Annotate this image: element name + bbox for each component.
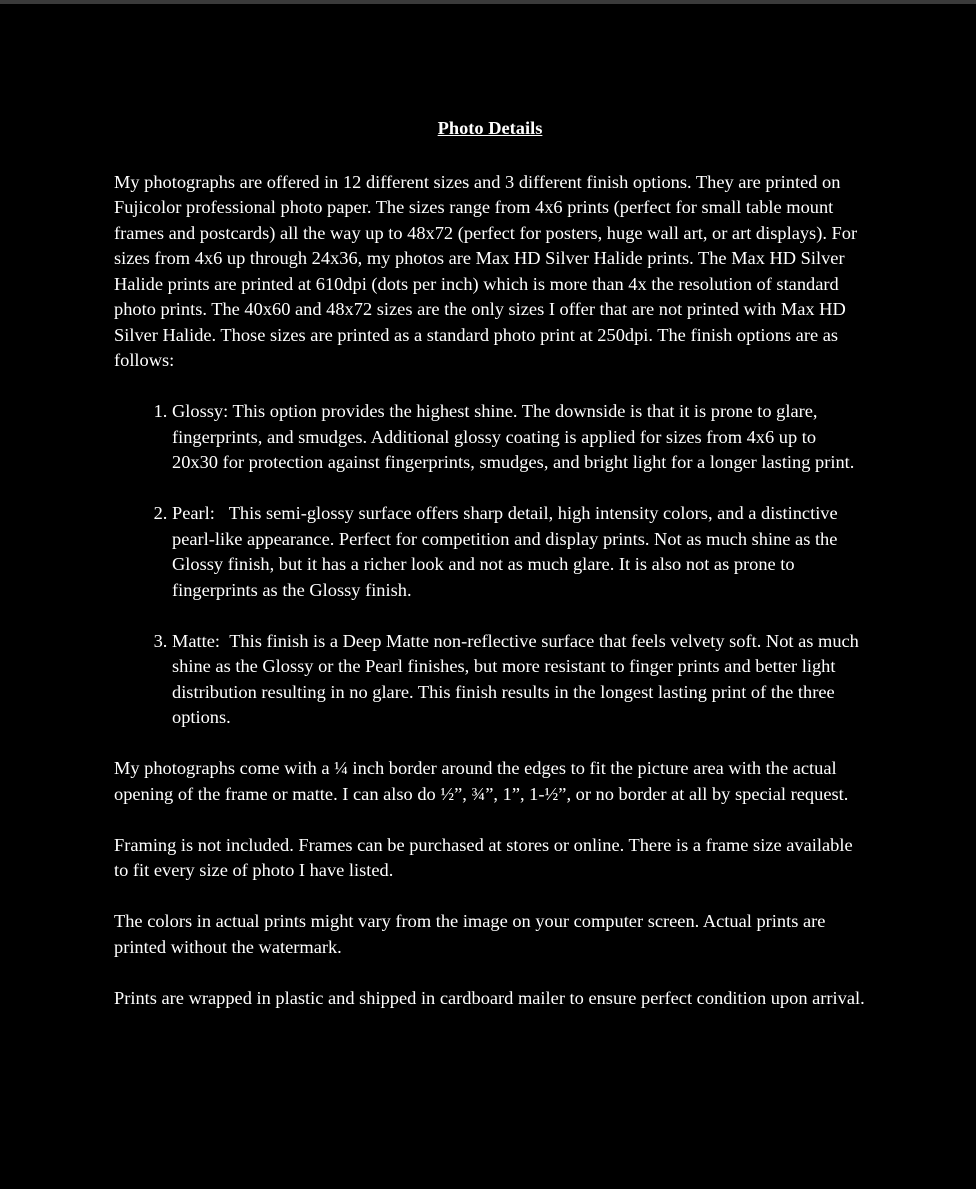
page-title: Photo Details — [437, 118, 543, 138]
finish-option-matte: 3. Matte: This finish is a Deep Matte non-reflective surface that feels velvety soft. Not as much shine as the Glossy or the Pearl finishes, but more resistant to finger prints and better light distribution resulting in no glare. This finish results in the longest lasting print of the three options. — [172, 629, 866, 731]
colors-paragraph: The colors in actual prints might vary from the image on your computer screen. Actual prints are printed without the watermark. — [114, 911, 826, 957]
finish-options-list — [114, 399, 866, 731]
finish-option-pearl: 2. Pearl: This semi-glossy surface offers sharp detail, high intensity colors, and a distinctive pearl-like appearance. Perfect for competition and display prints. Not as much shine as the Glossy finish, but it has a richer look and not as much glare. It is also not as prone to fingerprints as the Glossy finish. — [172, 501, 866, 603]
shipping-paragraph: Prints are wrapped in plastic and shipped in cardboard mailer to ensure perfect condition upon arrival. — [114, 987, 865, 1008]
border-paragraph: My photographs come with a ¼ inch border around the edges to fit the picture area with the actual opening of the frame or matte. I can also do ½”, ¾”, 1”, 1-½”, or no border at all by special request. — [114, 758, 849, 804]
framing-paragraph: Framing is not included. Frames can be purchased at stores or online. There is a frame size available to fit every size of photo I have listed. — [114, 834, 853, 880]
finish-option-glossy: 1. Glossy: This option provides the highest shine. The downside is that it is prone to glare, fingerprints, and smudges. Additional glossy coating is applied for sizes from 4x6 up to 20x30 for protection against fingerprints, smudges, and bright light for a longer lasting print. — [172, 399, 866, 476]
photo-details-document — [114, 116, 866, 1037]
top-border — [0, 0, 976, 4]
intro-paragraph: My photographs are offered in 12 different sizes and 3 different finish options. They are printed on Fujicolor professional photo paper. The sizes range from 4x6 prints (perfect for small table mount frames and postcards) all the way up to 48x72 (perfect for posters, huge wall art, or art displays). For sizes from 4x6 up through 24x36, my photos are Max HD Silver Halide prints. The Max HD Silver Halide prints are printed at 610dpi (dots per inch) which is more than 4x the resolution of standard photo prints. The 40x60 and 48x72 sizes are the only sizes I offer that are not printed with Max HD Silver Halide. Those sizes are printed as a standard photo print at 250dpi. The finish options are as follows: — [114, 171, 858, 370]
